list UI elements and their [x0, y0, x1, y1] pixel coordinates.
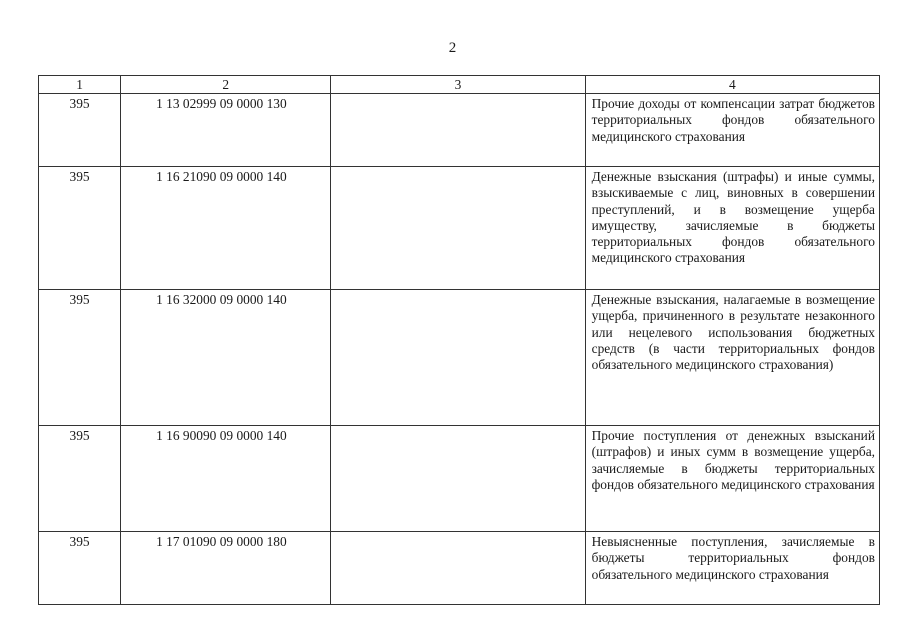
- column-header-4: 4: [585, 76, 879, 94]
- column-header-2: 2: [121, 76, 331, 94]
- kbk-code-cell: 1 16 32000 09 0000 140: [121, 290, 331, 426]
- kbk-code-cell: 1 17 01090 09 0000 180: [121, 532, 331, 605]
- column-header-3: 3: [331, 76, 585, 94]
- column-header-1: 1: [39, 76, 121, 94]
- page-number: 2: [448, 40, 457, 56]
- table-row: [39, 426, 880, 532]
- description-cell: [585, 532, 879, 605]
- description-text: Невыясненные поступления, зачисляемые в бюджеты территориальных фондов обязательного медицинского страхования: [591, 534, 875, 582]
- kbk-code-cell: 1 16 21090 09 0000 140: [121, 167, 331, 290]
- empty-cell: [331, 426, 585, 532]
- table-row: [39, 290, 880, 426]
- table-header-row: [39, 76, 880, 94]
- description-text: Денежные взыскания (штрафы) и иные суммы, взыскиваемые с лиц, виновных в совершении преступлений, и в возмещение ущерба имуществу, зачисляемые в бюджеты территориальных фондов обязательного медицинского страхования: [591, 169, 875, 266]
- revenue-codes-table: [38, 75, 880, 605]
- description-text: Прочие поступления от денежных взысканий (штрафов) и иных сумм в возмещение ущерба, зачисляемые в бюджеты территориальных фондов обязательного медицинского страхования: [591, 428, 875, 492]
- description-cell: [585, 290, 879, 426]
- description-cell: [585, 167, 879, 290]
- admin-code-cell: 395: [39, 426, 121, 532]
- table-row: [39, 94, 880, 167]
- admin-code-cell: 395: [39, 94, 121, 167]
- admin-code-cell: 395: [39, 290, 121, 426]
- description-cell: [585, 94, 879, 167]
- kbk-code-cell: 1 16 90090 09 0000 140: [121, 426, 331, 532]
- description-text: Денежные взыскания, налагаемые в возмещение ущерба, причиненного в результате незаконного или нецелевого использования бюджетных средств (в части территориальных фондов обязательного медицинского страхования): [591, 292, 875, 373]
- admin-code-cell: 395: [39, 167, 121, 290]
- table-row: [39, 532, 880, 605]
- empty-cell: [331, 94, 585, 167]
- empty-cell: [331, 167, 585, 290]
- empty-cell: [331, 290, 585, 426]
- empty-cell: [331, 532, 585, 605]
- description-text: Прочие доходы от компенсации затрат бюджетов территориальных фондов обязательного медицинского страхования: [591, 96, 875, 144]
- table-row: [39, 167, 880, 290]
- description-cell: [585, 426, 879, 532]
- kbk-code-cell: 1 13 02999 09 0000 130: [121, 94, 331, 167]
- admin-code-cell: 395: [39, 532, 121, 605]
